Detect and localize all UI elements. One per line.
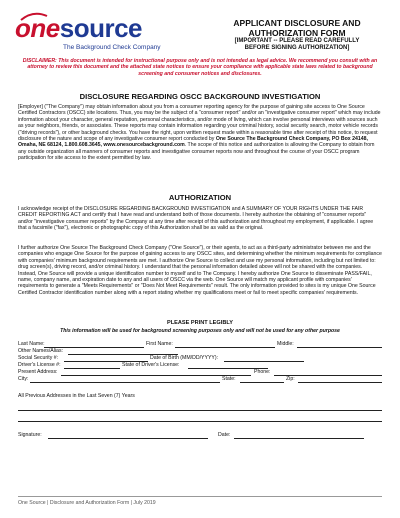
date-field[interactable] [234, 438, 364, 439]
ssn-label: Social Security #: [18, 355, 59, 361]
page-footer: One Source | Disclosure and Authorization Form | July 2019 [18, 500, 156, 506]
logo-wordmark: onesource [15, 13, 142, 43]
dob-label: Date of Birth (MM/DD/YYYY): [150, 355, 219, 361]
present-address-label: Present Address: [18, 369, 58, 375]
state-field[interactable] [240, 382, 284, 383]
authorization-paragraph-1: I acknowledge receipt of the DISCLOSURE REGARDING BACKGROUND INVESTIGATION and A SUMMARY OF YOUR RIGHTS UNDER THE FAIR CREDIT REPORTING ACT and certify that I have read and understand both of those documents. I hereby authorize the obtaining of "consumer reports" and/or "investigative consumer reports" by the Company at any time after receipt of this authorization and throughout my employment, if applicable. I agree that a facsimile ("fax"), electronic or photographic copy of this Authorization shall be as valid as the original. [18, 206, 374, 232]
middle-name-label: Middle: [277, 341, 294, 347]
form-important-note: [IMPORTANT -- PLEASE READ CAREFULLY BEFORE SIGNING AUTHORIZATION] [234, 38, 360, 51]
print-legibly-heading: PLEASE PRINT LEGIBLY [167, 320, 233, 326]
license-state-label: State of Driver's License: [122, 362, 180, 368]
city-label: City: [18, 376, 29, 382]
last-name-label: Last Name: [18, 341, 45, 347]
zip-label: Zip: [286, 376, 295, 382]
name-row [18, 341, 382, 348]
city-row [18, 376, 382, 383]
city-field[interactable] [30, 382, 220, 383]
authorization-paragraph-2: I further authorize One Source The Background Check Company ("One Source"), or their agents, to act as a third-party administrator between me and the companies who engage One Source for the purpose of gaining access to any OSCC sites, and determining whether the minimum requirements for compliance with companies' minimum background requirements are met. I authorize One Source to collect and use my personal information, including but not limited to: drug screen(s), driving record, and/or criminal history. I understand that the personal information detailed above will not be shared with the companies. Instead, One Source will provide a unique identification number to myself and to The Company. I hereby authorize One Source to disseminate PASS/FAIL, name, company name, and expiration date to any and all users of OSCC via the web. One Source will match my applicant profile with companies' requirements to generate a "Meets Requirements" or "Does Not Meet Requirements" result. The only information provided to sites is my unique One Source Certified Contractor identification number along with a report stating whether my qualifications meet or fail to meet specific companies' requirements. [18, 245, 382, 296]
logo-tagline: The Background Check Company [63, 44, 161, 51]
ssn-dob-row [18, 355, 382, 362]
disclosure-paragraph: [Employer] ("The Company") may obtain information about you from a consumer reporting agency for the purpose of gaining site access to One Source Certified Contractors (OSCC) site locations. Thus, you may be the subject of a "consumer report" and/or an "investigative consumer report" which may include information about your character, general reputation, personal characteristics, and/or mode of living, which can involve personal interviews with sources such as your neighbors, friends, or associates. These reports may contain information regarding your criminal history, social security search, motor vehicle records ("driving records"), or other background checks. You have the right, upon written request made within a reasonable time after receipt of this notice, to request disclosure of the nature and scope of any investigative consumer report conducted by One Source The Background Check Company, PO Box 24148, Omaha, NE 68124, 1.800.608.3645, www.onesourcebackground.com. The scope of this notice and authorization is allowing the Company to obtain from any outside organization all manners of consumer reports and investigative consumer reports now and throughout the course of your OSCC program participation for site access to the extent permitted by law. [18, 104, 381, 162]
form-title: APPLICANT DISCLOSURE AND AUTHORIZATION FORM [233, 18, 361, 38]
disclosure-section-title: DISCLOSURE REGARDING OSCC BACKGROUND INVESTIGATION [79, 92, 321, 101]
state-label: State: [222, 376, 236, 382]
previous-addresses-label: All Previous Addresses in the Last Seven (7) Years [18, 393, 135, 399]
previous-address-line-1[interactable] [18, 410, 382, 411]
previous-address-line-2[interactable] [18, 421, 382, 422]
disclaimer-text: DISCLAIMER: This document is intended for instructional purpose only and is not intended as legal advice. We recommend you consult with an attorney to review this document and the attached state notices to ensure your compliance with applicable state laws related to background screening and consumer notices and disclosures. [22, 58, 378, 77]
first-name-label: First Name: [146, 341, 173, 347]
onesource-logo [15, 14, 165, 54]
signature-field[interactable] [48, 438, 208, 439]
print-legibly-subheading: This information will be used for background screening purposes only and will not be used for any other purpose [60, 328, 340, 334]
footer-divider [18, 496, 382, 497]
license-row [18, 362, 382, 369]
drivers-license-label: Driver's License #: [18, 362, 61, 368]
zip-field[interactable] [298, 382, 382, 383]
other-names-label: Other Names/Alias: [18, 348, 63, 354]
alias-row [18, 348, 382, 355]
address-row [18, 369, 382, 376]
signature-row [18, 432, 382, 439]
signature-label: Signature: [18, 432, 42, 438]
authorization-section-title: AUTHORIZATION [168, 193, 232, 202]
date-label: Date: [218, 432, 231, 438]
phone-label: Phone: [254, 369, 271, 375]
